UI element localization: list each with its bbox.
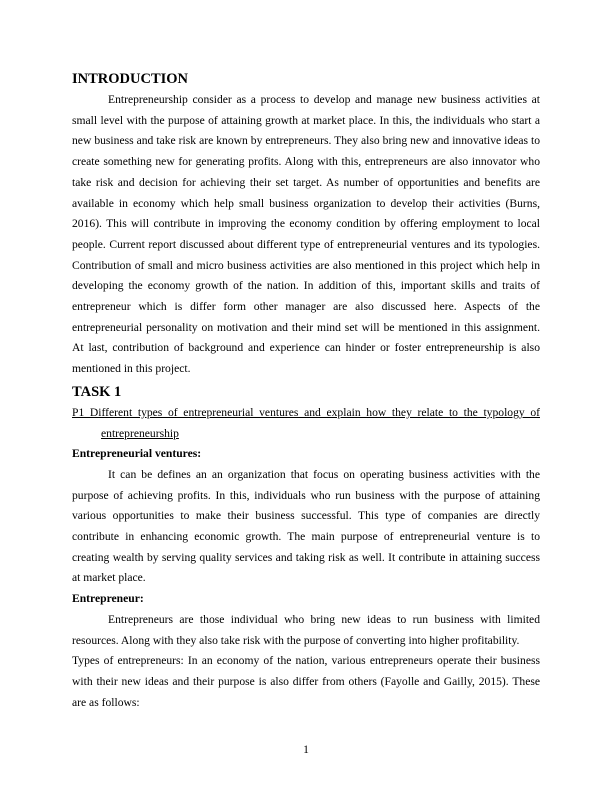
page-number: 1 — [303, 743, 309, 756]
ventures-paragraph: It can be defines an an organization that focus on operating business activities with the purpose of achieving profits. In this, individuals who run business with the purpose of attaining various opportunities to make their business successful. This type of companies are directly contribute in enhancing economic growth. The main purpose of entrepreneurial venture is to creating wealth by serving quality services and taking risk as well. It contribute in attaining success at market place. — [72, 467, 540, 585]
p1-heading: P1 Different types of entrepreneurial ventures and explain how they relate to the typology of entrepreneurship — [72, 405, 540, 440]
entrepreneur-paragraph: Entrepreneurs are those individual who bring new ideas to run business with limited resources. Along with they also take risk with the purpose of converting into higher profitability. — [72, 612, 540, 647]
introduction-paragraph: Entrepreneurship consider as a process to develop and manage new business activities at small level with the purpose of attaining growth at market place. In this, the individuals who start a new business and take risk are known by entrepreneurs. They also bring new and innovative ideas to create something new for generating profits. Along with this, entrepreneurs are also innovator who take risk and decision for achieving their set target. As number of opportunities and benefits are available in economy which help small business organization to develop their activities (Burns, 2016). This will contribute in improving the economy condition by offering employment to local people. Current report discussed about different type of entrepreneurial ventures and its typologies. Contribution of small and micro business activities are also mentioned in this project which help in developing the economy growth of the nation. In addition of this, important skills and traits of entrepreneur which is differ form other manager are also discussed here. Aspects of the entrepreneurial personality on motivation and their mind set will be mentioned in this assignment. At last, contribution of background and experience can hinder or foster entrepreneurship is also mentioned in this project. — [72, 93, 540, 376]
document-page — [72, 70, 540, 713]
entrepreneur-subheading: Entrepreneur: — [72, 592, 144, 606]
introduction-heading: INTRODUCTION — [72, 71, 189, 87]
task-heading: TASK 1 — [72, 383, 122, 400]
types-paragraph: Types of entrepreneurs: In an economy of the nation, various entrepreneurs operate their business with their new ideas and their purpose is also differ from others (Fayolle and Gailly, 2015). These are as follows: — [72, 654, 540, 709]
ventures-subheading: Entrepreneurial ventures: — [72, 447, 202, 461]
